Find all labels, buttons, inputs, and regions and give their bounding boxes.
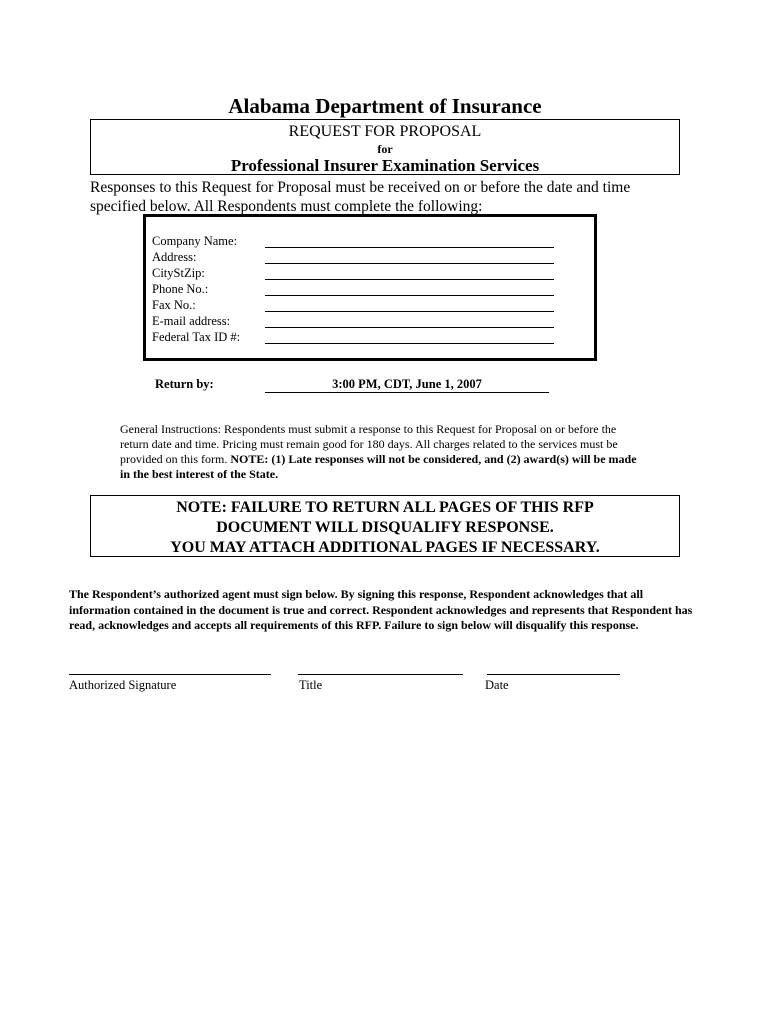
company-name-label: Company Name: — [152, 234, 238, 248]
title-label: Title — [299, 678, 323, 692]
citystzip-field[interactable] — [265, 279, 554, 280]
rfp-subject: Professional Insurer Examination Services — [230, 156, 540, 175]
tax-id-label: Federal Tax ID #: — [152, 330, 241, 344]
email-label: E-mail address: — [152, 314, 231, 328]
address-label: Address: — [152, 250, 197, 264]
tax-id-field[interactable] — [265, 343, 554, 344]
respondent-info-box — [143, 214, 597, 361]
phone-label: Phone No.: — [152, 282, 209, 296]
note-line-3: YOU MAY ATTACH ADDITIONAL PAGES IF NECESSARY. — [170, 539, 600, 556]
signature-label: Authorized Signature — [69, 678, 177, 692]
note-line-1: NOTE: FAILURE TO RETURN ALL PAGES OF THIS RFP — [176, 499, 594, 516]
address-field[interactable] — [265, 263, 554, 264]
rfp-heading: REQUEST FOR PROPOSAL — [288, 123, 482, 140]
company-name-field[interactable] — [265, 247, 554, 248]
title-field[interactable] — [298, 674, 463, 675]
email-field[interactable] — [265, 327, 554, 328]
return-by-value: 3:00 PM, CDT, June 1, 2007 — [265, 376, 549, 393]
general-instructions-text: General Instructions: Respondents must submit a response to this Request for Proposal on or before the return date and time. Pricing must remain good for 180 days. All charges related to the services must be provided on this form. — [120, 422, 618, 466]
fax-field[interactable] — [265, 311, 554, 312]
date-label: Date — [485, 678, 509, 692]
intro-text: Responses to this Request for Proposal must be received on or before the date and time specified below. All Respondents must complete the following: — [90, 179, 631, 215]
fax-label: Fax No.: — [152, 298, 196, 312]
note-line-2: DOCUMENT WILL DISQUALIFY RESPONSE. — [216, 519, 554, 536]
date-field[interactable] — [487, 674, 620, 675]
return-by-label: Return by: — [155, 377, 214, 391]
rfp-header-box — [90, 119, 680, 175]
general-instructions — [120, 422, 640, 482]
signature-acknowledgement: The Respondent’s authorized agent must sign below. By signing this response, Respondent acknowledges that all information contained in the document is true and correct. Respondent acknowledges and represents that Respondent has read, acknowledges and accepts all requirements of this RFP. Failure to sign below will disqualify this response. — [69, 587, 693, 632]
signature-field[interactable] — [69, 674, 271, 675]
page-title: Alabama Department of Insurance — [228, 94, 542, 118]
rfp-for-text: for — [377, 142, 393, 156]
citystzip-label: CityStZip: — [152, 266, 205, 280]
failure-note-box — [90, 495, 680, 557]
general-instructions-note: NOTE: (1) Late responses will not be considered, and (2) award(s) will be made in the best interest of the State. — [120, 452, 637, 481]
phone-field[interactable] — [265, 295, 554, 296]
